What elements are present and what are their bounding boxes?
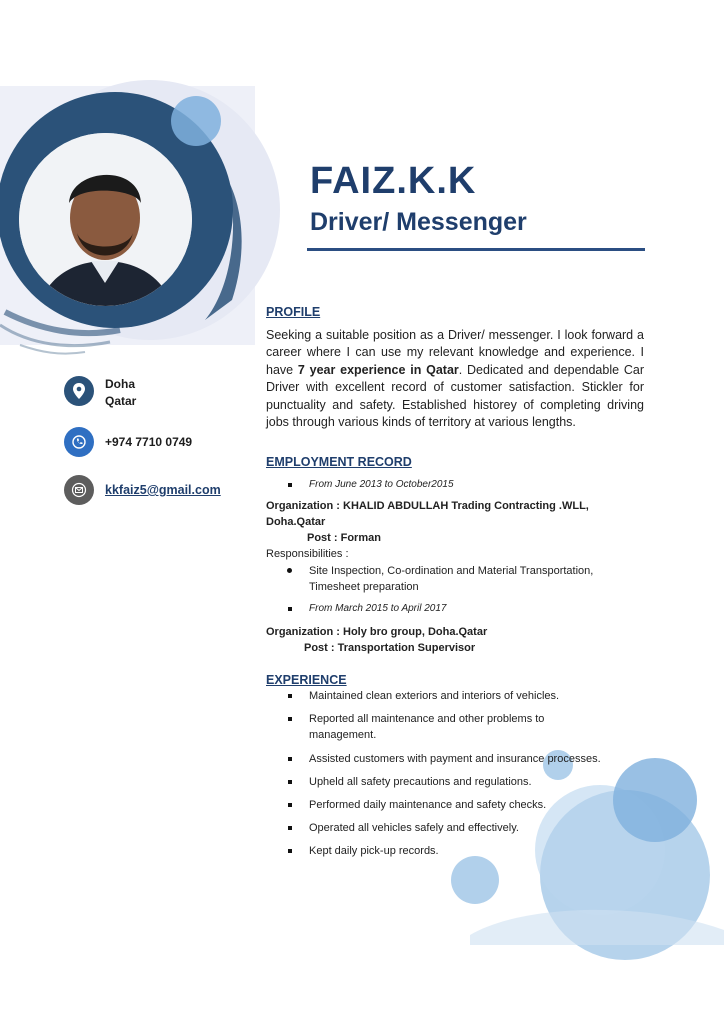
experience-heading: EXPERIENCE: [266, 673, 347, 687]
profile-text-bold: 7 year experience in Qatar: [297, 362, 459, 377]
employment-heading: EMPLOYMENT RECORD: [266, 455, 412, 469]
location-country: Qatar: [105, 394, 137, 408]
employment-period-2: From March 2015 to April 2017: [309, 603, 447, 614]
bullet-square: [288, 694, 292, 698]
bullet-square: [288, 780, 292, 784]
employment-post-2: Post : Transportation Supervisor: [304, 642, 476, 654]
bullet-square: [288, 717, 292, 721]
bullet-square: [288, 607, 292, 611]
experience-item: Upheld all safety precautions and regulations.: [309, 776, 532, 788]
responsibility-1-line2: Timesheet preparation: [309, 581, 419, 593]
person-silhouette-icon: [19, 133, 192, 306]
bullet-square: [288, 757, 292, 761]
phone-number: +974 7710 0749: [105, 435, 193, 449]
job-title: Driver/ Messenger: [310, 208, 527, 236]
bullet-square: [288, 803, 292, 807]
employment-org-2: Organization : Holy bro group, Doha.Qatar: [266, 626, 488, 638]
phone-icon: [64, 427, 94, 457]
experience-item: Assisted customers with payment and insurance processes.: [309, 753, 601, 765]
email-link[interactable]: [105, 482, 221, 499]
employment-period-1: From June 2013 to October2015: [309, 479, 454, 490]
profile-text: [266, 327, 644, 431]
experience-item: Operated all vehicles safely and effectively.: [309, 822, 519, 834]
employment-post-1: Post : Forman: [307, 532, 381, 544]
responsibility-1-line1: Site Inspection, Co-ordination and Material Transportation,: [309, 565, 594, 577]
candidate-name: FAIZ.K.K: [310, 160, 477, 202]
location-city: Doha: [105, 377, 135, 391]
employment-org-1-location: Doha.Qatar: [266, 516, 326, 528]
experience-item: Reported all maintenance and other problems to: [309, 713, 545, 725]
bullet-square: [288, 483, 292, 487]
responsibilities-label: Responsibilities :: [266, 548, 349, 560]
location-pin-icon: [64, 376, 94, 406]
experience-item: Maintained clean exteriors and interiors of vehicles.: [309, 690, 560, 702]
envelope-icon: [64, 475, 94, 505]
bullet-square: [288, 849, 292, 853]
header-divider: [307, 248, 645, 251]
profile-heading: PROFILE: [266, 305, 321, 319]
email-address[interactable]: kkfaiz5@gmail.com: [105, 483, 221, 497]
experience-item: Kept daily pick-up records.: [309, 845, 439, 857]
bullet-square: [288, 826, 292, 830]
employment-org-1: Organization : KHALID ABDULLAH Trading Contracting .WLL,: [266, 500, 589, 512]
bullet-dot: [287, 568, 292, 573]
experience-item: Performed daily maintenance and safety checks.: [309, 799, 547, 811]
profile-text-part1: Seeking a suitable position as a Driver/ messenger. I look forward a career where I can use my relevant knowledge and experience. I have: [266, 328, 644, 377]
experience-item-continued: management.: [309, 729, 377, 741]
profile-text-part2: . Dedicated and dependable Car Driver with excellent record of customer satisfaction. Stickler for punctuality and safety. Established historey of completing driving jobs through various kinds of territory at various lengths.: [266, 362, 644, 430]
profile-photo: [19, 133, 192, 306]
